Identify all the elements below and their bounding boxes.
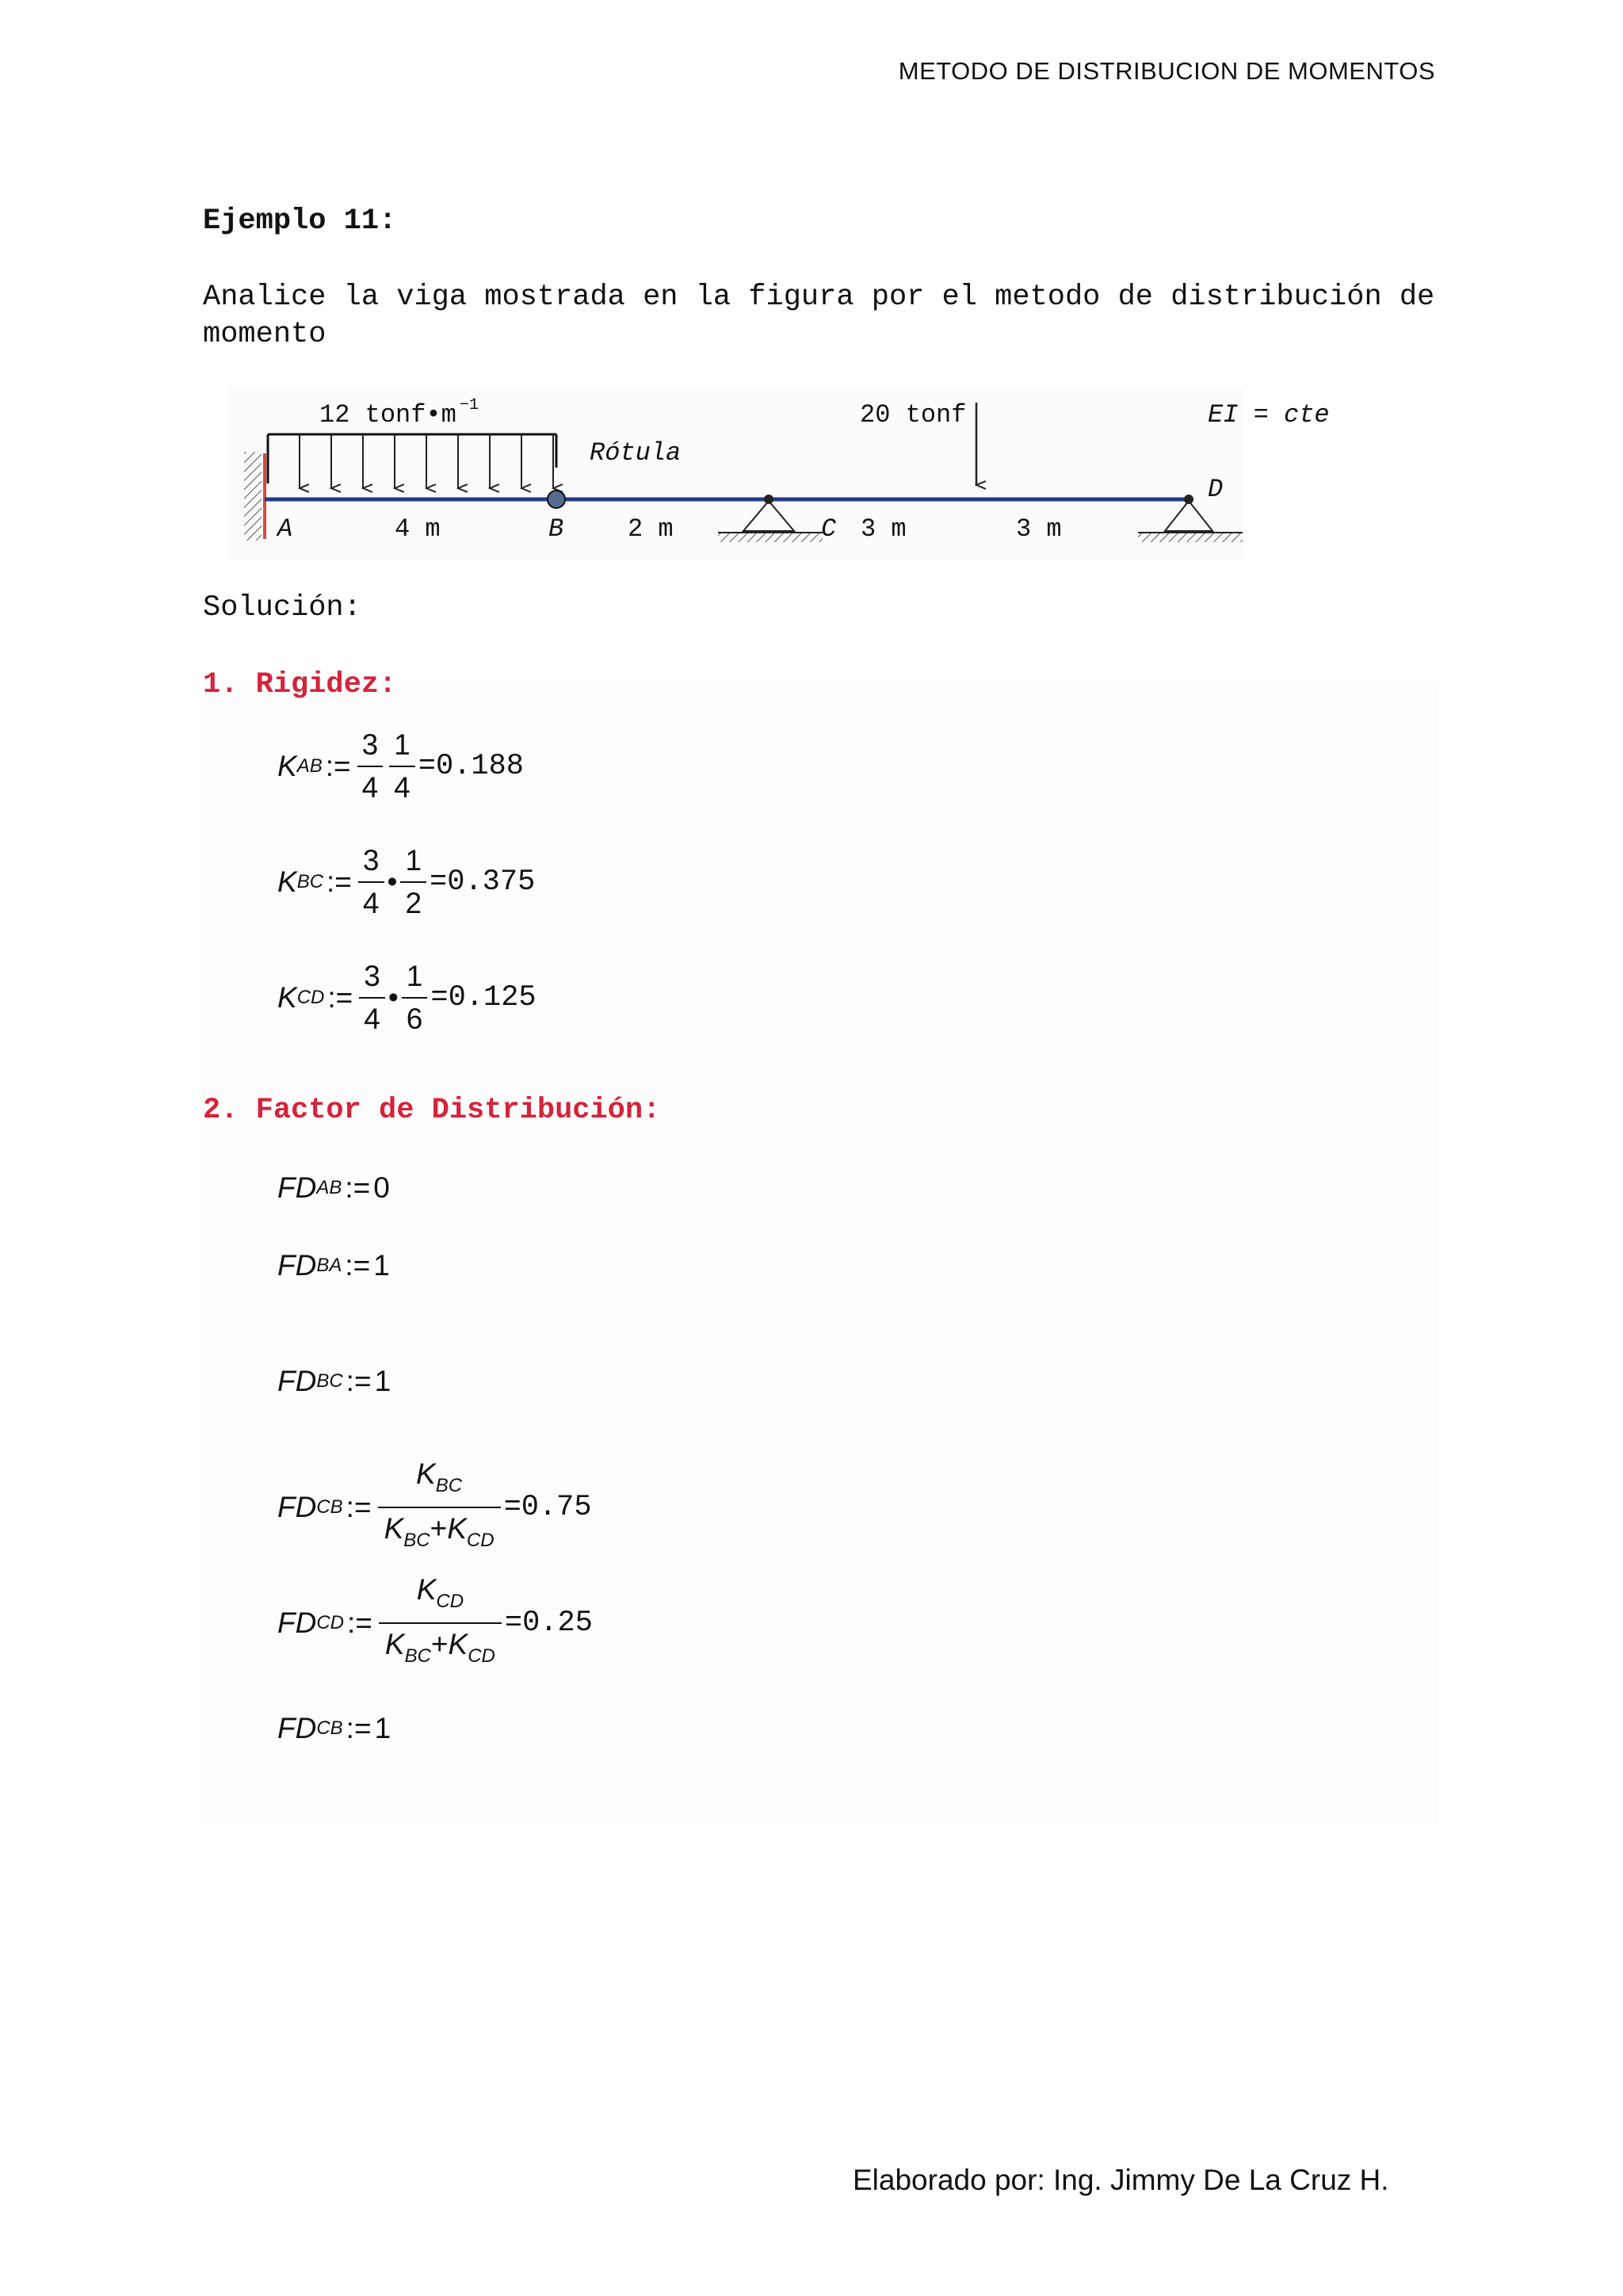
denominator: 4: [357, 766, 384, 805]
equation-fd-cd: [277, 1572, 593, 1674]
equation-k-cd: [277, 959, 537, 1037]
equation-subscript: BC: [435, 1475, 463, 1496]
numerator: [411, 1457, 467, 1507]
beam-diagram: [228, 388, 1330, 559]
equation-subscript: AB: [316, 1177, 342, 1198]
equation-subscript: BC: [296, 871, 324, 892]
point-load-label: 20 tonf: [860, 400, 967, 430]
node-d-label: D: [1208, 475, 1224, 504]
denominator: 2: [400, 881, 426, 921]
numerator: [412, 1572, 468, 1622]
equation-fd-bc: [277, 1365, 391, 1398]
node-a-label: A: [277, 514, 293, 544]
equation-symbol: K: [277, 865, 297, 898]
numerator: 1: [406, 960, 423, 992]
denominator: 4: [389, 766, 415, 805]
equation-subscript: CB: [316, 1496, 343, 1518]
numerator: 1: [394, 728, 411, 761]
numerator: 1: [405, 844, 422, 877]
assign-operator: :=: [346, 1365, 372, 1397]
span-bc-label: 2 m: [628, 514, 674, 544]
multiply-operator: •: [388, 981, 399, 1014]
equation-k-ab: [277, 728, 524, 805]
result-value: =0.375: [430, 865, 536, 899]
span-c2-label: 3 m: [1016, 514, 1062, 544]
result-value: 0: [373, 1171, 390, 1204]
fraction: [358, 843, 384, 921]
fraction: [402, 959, 428, 1037]
page-footer: Elaborado por: Ing. Jimmy De La Cruz H.: [853, 2164, 1389, 2196]
equation-subscript: AB: [296, 755, 323, 777]
equation-subscript: CD: [468, 1645, 495, 1667]
dist-load-label: 12 tonf•m: [319, 400, 456, 430]
fixed-support-a: [244, 452, 265, 541]
equation-subscript: CD: [296, 987, 325, 1008]
fraction: [378, 1457, 501, 1558]
plus-operator: +: [430, 1628, 449, 1660]
equation-fd-cb: [277, 1457, 592, 1558]
assign-operator: :=: [327, 865, 352, 898]
node-c-label: C: [821, 514, 837, 544]
numerator: 3: [364, 960, 380, 992]
equation-subscript: CD: [316, 1612, 344, 1633]
assign-operator: :=: [347, 1606, 372, 1639]
beam-figure: [228, 388, 1330, 559]
page-header: METODO DE DISTRIBUCION DE MOMENTOS: [898, 57, 1435, 85]
node-b-label: B: [548, 514, 564, 544]
hinge-label: Rótula: [590, 438, 682, 468]
distributed-load: [268, 434, 556, 488]
result-value: =0.188: [418, 750, 524, 783]
equation-symbol: K: [447, 1512, 467, 1545]
span-ab-label: 4 m: [395, 514, 441, 544]
equation-subscript: CD: [436, 1591, 464, 1612]
assign-operator: :=: [345, 1171, 371, 1204]
equation-symbol: FD: [277, 1249, 317, 1282]
hinge-b: [548, 491, 565, 508]
ei-label: EI = cte: [1208, 400, 1330, 430]
denominator: 4: [358, 881, 384, 921]
denominator: [379, 1622, 502, 1674]
numerator: 3: [362, 844, 380, 877]
numerator: 3: [361, 728, 379, 761]
equation-symbol: K: [277, 981, 297, 1014]
fraction: [379, 1572, 502, 1674]
equation-subscript: BA: [316, 1255, 342, 1276]
fraction: [389, 728, 415, 805]
equation-symbol: FD: [277, 1171, 317, 1204]
example-title: Ejemplo 11:: [203, 204, 397, 238]
fraction: [400, 843, 426, 921]
denominator: 6: [402, 997, 428, 1037]
equation-symbol: FD: [277, 1491, 317, 1523]
equation-symbol: FD: [277, 1606, 317, 1639]
equation-subscript: CD: [466, 1530, 495, 1551]
equation-subscript: CB: [316, 1717, 343, 1739]
equation-symbol: FD: [277, 1712, 317, 1744]
result-value: =0.25: [504, 1606, 593, 1640]
result-value: 1: [374, 1712, 391, 1744]
assign-operator: :=: [345, 1249, 371, 1282]
fraction: [359, 959, 385, 1037]
assign-operator: :=: [325, 750, 351, 782]
result-value: 1: [374, 1365, 391, 1397]
result-value: 1: [373, 1249, 390, 1282]
dist-load-exponent: −1: [460, 396, 479, 415]
multiply-operator: •: [387, 865, 398, 898]
denominator: 4: [359, 997, 385, 1037]
fraction: [357, 728, 384, 805]
equation-symbol: K: [384, 1512, 404, 1545]
equation-subscript: BC: [316, 1370, 343, 1392]
equation-subscript: BC: [403, 1530, 430, 1551]
equation-fd-ba: [277, 1249, 390, 1282]
assign-operator: :=: [346, 1712, 372, 1744]
denominator: [378, 1507, 501, 1558]
solution-label: Solución:: [203, 591, 361, 625]
equation-symbol: K: [384, 1628, 405, 1660]
equation-fd-ab: [277, 1171, 390, 1205]
span-c1-label: 3 m: [861, 514, 907, 544]
equation-subscript: BC: [404, 1645, 431, 1667]
equation-symbol: K: [277, 750, 297, 782]
roller-support-d: [1138, 495, 1243, 542]
equation-symbol: K: [416, 1573, 437, 1606]
equation-fd-cb-final: [277, 1712, 391, 1745]
result-value: =0.75: [503, 1491, 592, 1524]
section-2-title: 2. Factor de Distribución:: [203, 1094, 661, 1127]
assign-operator: :=: [346, 1491, 372, 1523]
equation-symbol: K: [416, 1457, 436, 1490]
equation-symbol: FD: [277, 1365, 317, 1397]
problem-statement: Analice la viga mostrada en la figura por el metodo de distribución de momento: [203, 281, 1435, 351]
assign-operator: :=: [327, 981, 353, 1014]
equation-k-bc: [277, 843, 535, 921]
plus-operator: +: [430, 1512, 448, 1545]
result-value: =0.125: [430, 981, 537, 1014]
section-1-title: 1. Rigidez:: [203, 668, 397, 701]
pin-support-c: [718, 495, 823, 542]
equation-symbol: K: [448, 1628, 468, 1660]
